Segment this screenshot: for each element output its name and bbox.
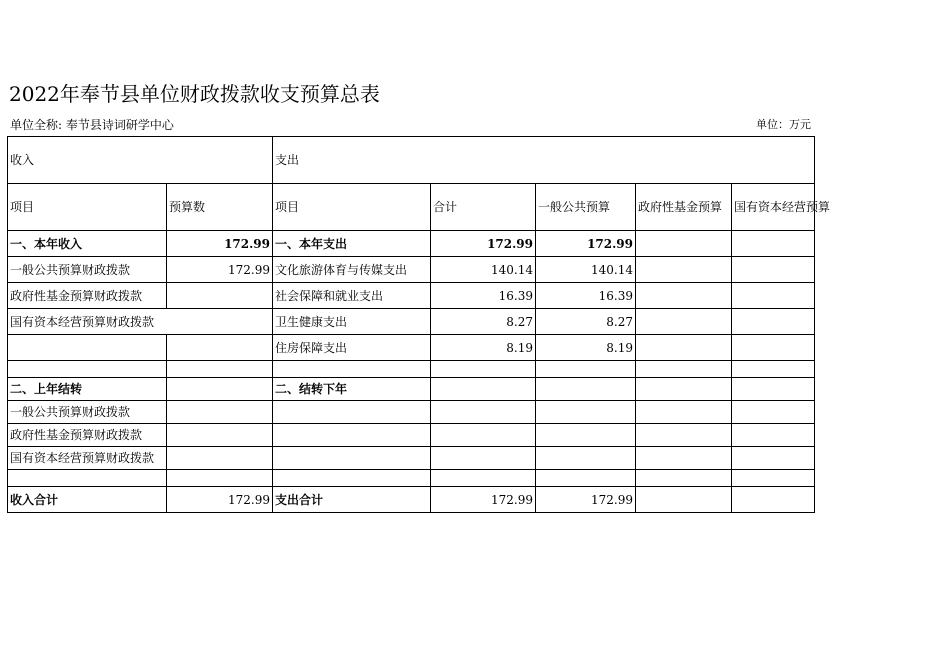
general-cell [536,378,636,401]
table-row [8,309,815,335]
total-cell: 8.27 [431,309,536,335]
table-row [8,470,815,487]
expense-total-value: 172.99 [431,487,536,513]
table-row [8,361,815,378]
empty-cell [273,401,431,424]
state-capital-total-cell [732,487,815,513]
empty-cell [636,424,732,447]
expense-item-cell: 文化旅游体育与传媒支出 [273,257,431,283]
empty-cell [431,424,536,447]
gov-fund-cell [636,283,732,309]
empty-cell [431,447,536,470]
empty-cell [536,401,636,424]
column-header-row [8,184,815,231]
total-cell: 16.39 [431,283,536,309]
empty-cell [8,361,167,378]
income-budget-column-header: 预算数 [167,184,273,231]
table-row [8,424,815,447]
state-capital-cell [732,231,815,257]
gov-fund-cell [636,257,732,283]
income-value-cell [167,283,273,309]
empty-cell [636,401,732,424]
empty-cell [536,424,636,447]
table-row [8,335,815,361]
empty-cell [636,470,732,487]
total-cell: 8.19 [431,335,536,361]
empty-cell [732,401,815,424]
income-item-cell [8,335,167,361]
state-capital-cell [732,309,815,335]
general-cell: 140.14 [536,257,636,283]
empty-cell [167,361,273,378]
expense-item-cell: 二、结转下年 [273,378,431,401]
unit-full-name: 单位全称: 奉节县诗词研学中心 [10,118,174,132]
empty-cell [167,470,273,487]
empty-cell [273,361,431,378]
empty-cell [273,470,431,487]
section-header-row [8,137,815,184]
income-value-cell [167,378,273,401]
income-item-cell: 二、上年结转 [8,378,167,401]
budget-summary-table [7,136,831,513]
expense-item-cell: 一、本年支出 [273,231,431,257]
expense-item-cell: 卫生健康支出 [273,309,431,335]
income-item-column-header: 项目 [8,184,167,231]
gov-fund-cell [636,378,732,401]
income-item-cell: 一般公共预算财政拨款 [8,401,167,424]
state-capital-cell [732,335,815,361]
table-row [8,378,815,401]
empty-cell [167,447,273,470]
general-cell: 8.27 [536,309,636,335]
income-item-cell: 一、本年收入 [8,231,167,257]
empty-cell [636,447,732,470]
empty-cell [431,401,536,424]
table-row [8,257,815,283]
empty-cell [273,447,431,470]
state-capital-cell [732,283,815,309]
empty-cell [431,470,536,487]
empty-cell [732,361,815,378]
income-item-cell: 政府性基金预算财政拨款 [8,283,167,309]
general-budget-column-header: 一般公共预算 [536,184,636,231]
general-total-value: 172.99 [536,487,636,513]
expense-item-cell: 住房保障支出 [273,335,431,361]
table-row [8,283,815,309]
gov-fund-cell [636,231,732,257]
state-capital-cell [732,378,815,401]
expense-item-cell: 社会保障和就业支出 [273,283,431,309]
empty-cell [167,424,273,447]
table-row [8,447,815,470]
empty-cell [8,470,167,487]
income-section-header: 收入 [8,137,273,184]
income-item-cell: 政府性基金预算财政拨款 [8,424,167,447]
expense-item-column-header: 项目 [273,184,431,231]
income-total-value: 172.99 [167,487,273,513]
empty-cell [536,361,636,378]
empty-cell [273,424,431,447]
total-cell: 172.99 [431,231,536,257]
income-value-cell: 172.99 [167,231,273,257]
income-item-cell: 国有资本经营预算财政拨款 [8,447,167,470]
general-cell: 172.99 [536,231,636,257]
income-item-cell: 一般公共预算财政拨款 [8,257,167,283]
empty-cell [536,447,636,470]
expense-total-label: 支出合计 [273,487,431,513]
income-value-cell: 172.99 [167,257,273,283]
table-row [8,231,815,257]
empty-cell [636,361,732,378]
expense-section-header: 支出 [273,137,815,184]
state-capital-column-header: 国有资本经营预算 [732,184,815,231]
empty-cell [536,470,636,487]
page-title: 2022年奉节县单位财政拨款收支预算总表 [9,82,380,106]
currency-unit: 单位：万元 [756,118,811,131]
gov-fund-cell [636,309,732,335]
empty-cell [732,470,815,487]
totals-row [8,487,815,513]
income-item-cell: 国有资本经营预算财政拨款 [8,309,273,335]
empty-cell [732,424,815,447]
empty-cell [732,447,815,470]
income-value-cell [167,335,273,361]
gov-fund-total-cell [636,487,732,513]
gov-fund-cell [636,335,732,361]
total-column-header: 合计 [431,184,536,231]
total-cell [431,378,536,401]
empty-cell [431,361,536,378]
state-capital-cell [732,257,815,283]
empty-cell [167,401,273,424]
table-row [8,401,815,424]
general-cell: 8.19 [536,335,636,361]
gov-fund-column-header: 政府性基金预算 [636,184,732,231]
general-cell: 16.39 [536,283,636,309]
income-total-label: 收入合计 [8,487,167,513]
total-cell: 140.14 [431,257,536,283]
